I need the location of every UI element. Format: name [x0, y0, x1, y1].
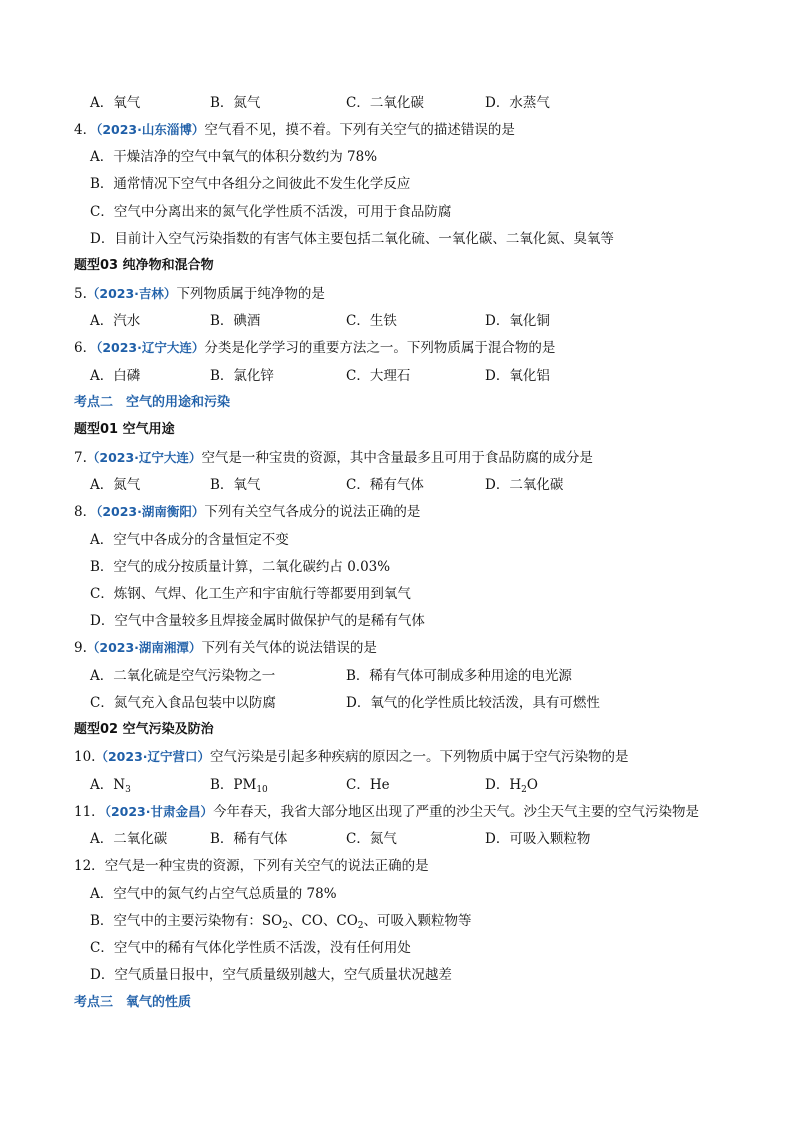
q9-stem — [74, 637, 377, 659]
q6-stem — [74, 337, 555, 359]
question-number: 8． — [74, 504, 97, 520]
question-source: （2023·吉林） — [86, 286, 177, 301]
q8-stem — [74, 501, 420, 523]
q9-option-b: B．稀有气体可制成多种用途的电光源 — [346, 668, 572, 684]
question-source: （2023·辽宁大连） — [86, 450, 202, 465]
q4-option-c: C．空气中分离出来的氮气化学性质不活泼，可用于食品防腐 — [90, 204, 452, 220]
q11-option-b: B．稀有气体 — [210, 831, 288, 847]
formula-subscript: 2 — [282, 921, 288, 931]
question-number: 12． — [74, 858, 105, 874]
q7-option-a: A．氮气 — [90, 477, 141, 493]
q6-option-d: D．氧化铝 — [485, 368, 550, 384]
formula-text: O — [526, 777, 538, 793]
question-text: 分类是化学学习的重要方法之一。下列物质属于混合物的是 — [204, 340, 556, 356]
q11-stem — [74, 801, 699, 823]
q11-option-c: C．氮气 — [346, 831, 397, 847]
question-number: 6． — [74, 340, 97, 356]
question-text: 空气看不见，摸不着。下列有关空气的描述错误的是 — [204, 122, 515, 138]
q5-option-b: B．碘酒 — [210, 313, 261, 329]
q3-option-c: C．二氧化碳 — [346, 95, 424, 111]
q8-option-a: A．空气中各成分的含量恒定不变 — [90, 532, 289, 548]
q8-option-b: B．空气的成分按质量计算，二氧化碳约占 0.03% — [90, 559, 391, 575]
q6-option-c: C．大理石 — [346, 368, 411, 384]
question-text: 空气是一种宝贵的资源，下列有关空气的说法正确的是 — [104, 858, 429, 874]
q12-option-c: C．空气中的稀有气体化学性质不活泼，没有任何用处 — [90, 940, 411, 956]
q9-option-a: A．二氧化硫是空气污染物之一 — [90, 668, 276, 684]
question-source: （2023·辽宁大连） — [96, 340, 205, 355]
q4-stem — [74, 119, 515, 141]
q12-option-a: A．空气中的氮气约占空气总质量的 78% — [90, 886, 337, 902]
section-heading-point3: 考点三 氧气的性质 — [74, 995, 192, 1010]
question-text: 下列有关空气各成分的说法正确的是 — [204, 504, 421, 520]
q4-option-b: B．通常情况下空气中各组分之间彼此不发生化学反应 — [90, 176, 411, 192]
q3-option-b: B．氮气 — [210, 95, 261, 111]
question-source: （2023·辽宁营口） — [95, 749, 211, 764]
formula-text: A．N — [90, 777, 126, 793]
formula-subscript: 3 — [125, 785, 131, 795]
formula-subscript: 2 — [357, 921, 364, 931]
q5-option-d: D．氧化铜 — [485, 313, 550, 329]
q10-stem — [74, 746, 629, 768]
question-number: 11． — [74, 804, 105, 820]
q4-option-d: D．目前计入空气污染指数的有害气体主要包括二氧化硫、一氧化碳、二氧化氮、臭氧等 — [90, 231, 614, 247]
q4-option-a: A．干燥洁净的空气中氧气的体积分数约为 78% — [90, 149, 378, 165]
question-source: （2023·山东淄博） — [96, 122, 205, 137]
formula-text: D．H — [485, 777, 522, 793]
q6-option-a: A．白磷 — [90, 368, 141, 384]
q5-stem — [74, 283, 325, 305]
section-heading-point2: 考点二 空气的用途和污染 — [74, 395, 231, 410]
q10-option-a — [90, 774, 131, 796]
q8-option-d: D．空气中含量较多且焊接金属时做保护气的是稀有气体 — [90, 613, 425, 629]
section-heading-type01: 题型01 空气用途 — [74, 422, 175, 437]
question-source: （2023·湖南湘潭） — [86, 640, 202, 655]
question-text: 空气污染是引起多种疾病的原因之一。下列物质中属于空气污染物的是 — [210, 749, 629, 765]
q7-option-c: C．稀有气体 — [346, 477, 424, 493]
q12-stem — [74, 855, 429, 877]
q9-option-c: C．氮气充入食品包装中以防腐 — [90, 695, 276, 711]
question-text: 下列物质属于纯净物的是 — [176, 286, 325, 302]
q9-option-d: D．氧气的化学性质比较活泼，具有可燃性 — [346, 695, 600, 711]
question-text: 空气是一种宝贵的资源，其中含量最多且可用于食品防腐的成分是 — [201, 450, 593, 466]
q3-option-a: A．氧气 — [90, 95, 141, 111]
formula-subscript: 10 — [256, 785, 268, 795]
formula-text: B．PM — [210, 777, 257, 793]
q7-option-d: D．二氧化碳 — [485, 477, 564, 493]
question-number: 5. — [74, 286, 87, 302]
question-number: 10. — [74, 749, 96, 765]
q11-option-a: A．二氧化碳 — [90, 831, 168, 847]
q5-option-a: A．汽水 — [90, 313, 141, 329]
option-text: 、可吸入颗粒物等 — [363, 913, 472, 929]
q10-option-d — [485, 774, 538, 796]
question-number: 4． — [74, 122, 97, 138]
q10-option-b — [210, 774, 268, 796]
q11-option-d: D．可吸入颗粒物 — [485, 831, 591, 847]
question-text: 下列有关气体的说法错误的是 — [201, 640, 377, 656]
q7-stem — [74, 447, 593, 469]
q3-option-d: D．水蒸气 — [485, 95, 550, 111]
q12-option-d: D．空气质量日报中，空气质量级别越大，空气质量状况越差 — [90, 967, 452, 983]
q10-option-c: C．He — [346, 777, 390, 793]
question-number: 9. — [74, 640, 87, 656]
q7-option-b: B．氧气 — [210, 477, 261, 493]
question-number: 7. — [74, 450, 87, 466]
q6-option-b: B．氯化锌 — [210, 368, 274, 384]
option-text: 、CO、CO — [287, 913, 358, 929]
formula-subscript: 2 — [521, 785, 527, 795]
q5-option-c: C．生铁 — [346, 313, 397, 329]
section-heading-type03: 题型03 纯净物和混合物 — [74, 258, 214, 273]
option-text: B．空气中的主要污染物有：SO — [90, 913, 283, 929]
question-source: （2023·湖南衡阳） — [96, 504, 205, 519]
question-text: 今年春天，我省大部分地区出现了严重的沙尘天气。沙尘天气主要的空气污染物是 — [212, 804, 699, 820]
q12-option-b — [90, 910, 472, 932]
section-heading-type02: 题型02 空气污染及防治 — [74, 722, 214, 737]
question-source: （2023·甘肃金昌） — [104, 804, 213, 819]
q8-option-c: C．炼钢、气焊、化工生产和宇宙航行等都要用到氧气 — [90, 586, 411, 602]
